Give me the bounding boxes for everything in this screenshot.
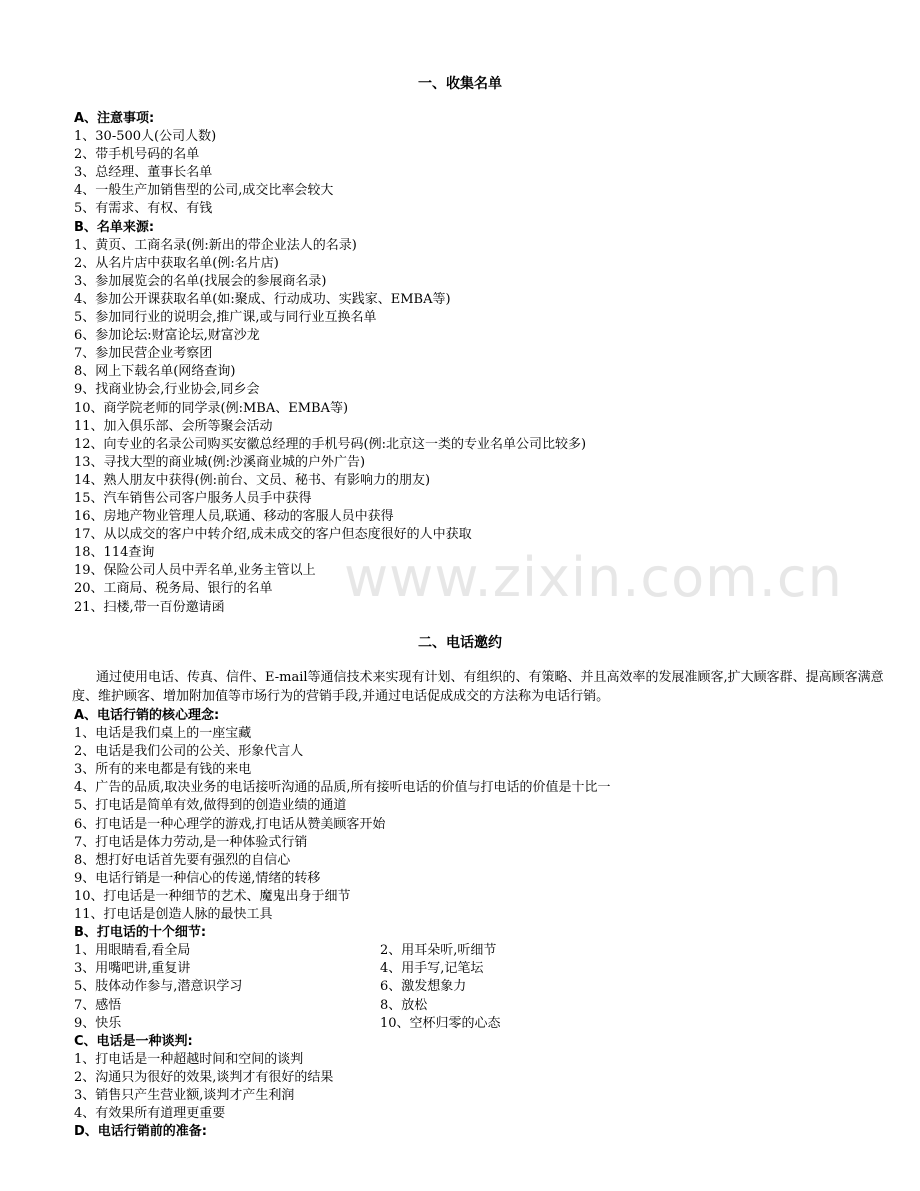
- list-item: 5、有需求、有权、有钱: [74, 201, 213, 217]
- list-item: 17、从以成交的客户中转介绍,成未成交的客户但态度很好的人中获取: [74, 527, 472, 543]
- list-item: 1、30-500人(公司人数): [74, 129, 217, 145]
- list-item: 8、放松: [380, 997, 428, 1013]
- list-item: 1、打电话是一种超越时间和空间的谈判: [74, 1051, 304, 1067]
- list-item: 20、工商局、税务局、银行的名单: [74, 581, 273, 597]
- list-item: 1、电话是我们桌上的一座宝藏: [74, 726, 252, 742]
- list-item: 7、参加民营企业考察团: [74, 346, 213, 362]
- list-item: 4、参加公开课获取名单(如:聚成、行动成功、实践家、EMBA等): [74, 291, 451, 307]
- section-2-body: [74, 707, 884, 1141]
- list-item: 5、肢体动作参与,潜意识学习: [74, 979, 243, 995]
- list-item: 12、向专业的名录公司购买安徽总经理的手机号码(例:北京这一类的专业名单公司比较多): [74, 436, 587, 452]
- sources-list: [74, 237, 884, 617]
- list-item: 11、打电话是创造人脉的最快工具: [74, 907, 273, 923]
- sources-heading: B、名单来源:: [74, 219, 155, 235]
- list-item: 9、快乐: [74, 1015, 122, 1031]
- ten-details-heading: B、打电话的十个细节:: [74, 925, 207, 941]
- section-2-title: 二、电话邀约: [418, 635, 502, 651]
- list-item: 7、感悟: [74, 997, 122, 1013]
- watermark: www.zixin.com.cn: [344, 546, 843, 609]
- core-concept-heading: A、电话行销的核心理念:: [74, 708, 220, 723]
- list-item: 4、有效果所有道理更重要: [74, 1106, 226, 1122]
- list-item: 2、电话是我们公司的公关、形象代言人: [74, 744, 304, 760]
- list-item: 2、用耳朵听,听细节: [380, 943, 497, 959]
- negotiation-list: [74, 1051, 884, 1123]
- list-item: 9、电话行销是一种信心的传递,情绪的转移: [74, 870, 321, 886]
- list-item: 2、带手机号码的名单: [74, 147, 200, 163]
- intro-paragraph: [72, 669, 884, 706]
- list-item: 10、空杯归零的心态: [380, 1015, 501, 1031]
- list-item: 3、总经理、董事长名单: [74, 165, 213, 181]
- list-item: 15、汽车销售公司客户服务人员手中获得: [74, 490, 312, 506]
- list-item: 6、激发想象力: [380, 979, 467, 995]
- list-item: 10、商学院老师的同学录(例:MBA、EMBA等): [74, 400, 349, 416]
- list-item: 21、扫楼,带一百份邀请函: [74, 599, 225, 615]
- list-item: 7、打电话是体力劳动,是一种体验式行销: [74, 834, 308, 850]
- list-item: 4、用手写,记笔坛: [380, 961, 484, 977]
- notes-list: [74, 128, 884, 218]
- list-item: 10、打电话是一种细节的艺术、魔鬼出身于细节: [74, 888, 351, 904]
- core-concept-list: [74, 725, 884, 924]
- list-item: 5、打电话是简单有效,做得到的创造业绩的通道: [74, 798, 347, 814]
- list-item: 8、网上下载名单(网络查询): [74, 364, 236, 380]
- list-item: 5、参加同行业的说明会,推广课,或与同行业互换名单: [74, 310, 377, 326]
- list-item: 16、房地产物业管理人员,联通、移动的客服人员中获得: [74, 509, 394, 525]
- preparation-heading: D、电话行销前的准备:: [74, 1124, 207, 1140]
- section-1-body: [74, 110, 884, 617]
- list-item: 1、用眼睛看,看全局: [74, 943, 191, 959]
- list-item: 6、打电话是一种心理学的游戏,打电话从赞美顾客开始: [74, 816, 386, 832]
- list-item: 3、所有的来电都是有钱的来电: [74, 762, 252, 778]
- ten-details-grid: [74, 942, 884, 1032]
- notes-heading: A、注意事项:: [74, 111, 155, 126]
- list-item: 4、一般生产加销售型的公司,成交比率会较大: [74, 183, 334, 199]
- intro-text: 通过使用电话、传真、信件、E-mail等通信技术来实现有计划、有组织的、有策略、并且高效率的发展准顾客,扩大顾客群、提高顾客满意度、维护顾客、增加附加值等市场行为的营销手段,并通过电话促成成交的方法称为电话行销。: [72, 670, 884, 704]
- list-item: 13、寻找大型的商业城(例:沙溪商业城的户外广告): [74, 454, 366, 470]
- list-item: 3、参加展览会的名单(找展会的参展商名录): [74, 273, 327, 289]
- list-item: 2、沟通只为很好的效果,谈判才有很好的结果: [74, 1069, 334, 1085]
- list-item: 1、黄页、工商名录(例:新出的带企业法人的名录): [74, 237, 357, 253]
- list-item: 11、加入俱乐部、会所等聚会活动: [74, 418, 273, 434]
- list-item: 6、参加论坛:财富论坛,财富沙龙: [74, 328, 260, 344]
- list-item: 4、广告的品质,取决业务的电话接听沟通的品质,所有接听电话的价值与打电话的价值是十比一: [74, 780, 611, 796]
- list-item: 19、保险公司人员中弄名单,业务主管以上: [74, 563, 316, 579]
- list-item: 3、用嘴吧讲,重复讲: [74, 961, 191, 977]
- list-item: 8、想打好电话首先要有强烈的自信心: [74, 852, 291, 868]
- section-1-title: 一、收集名单: [418, 76, 502, 92]
- list-item: 9、找商业协会,行业协会,同乡会: [74, 382, 260, 398]
- list-item: 18、114查询: [74, 545, 155, 561]
- list-item: 2、从名片店中获取名单(例:名片店): [74, 255, 279, 271]
- negotiation-heading: C、电话是一种谈判:: [74, 1033, 193, 1049]
- list-item: 14、熟人朋友中获得(例:前台、文员、秘书、有影响力的朋友): [74, 472, 431, 488]
- list-item: 3、销售只产生营业额,谈判才产生利润: [74, 1087, 295, 1103]
